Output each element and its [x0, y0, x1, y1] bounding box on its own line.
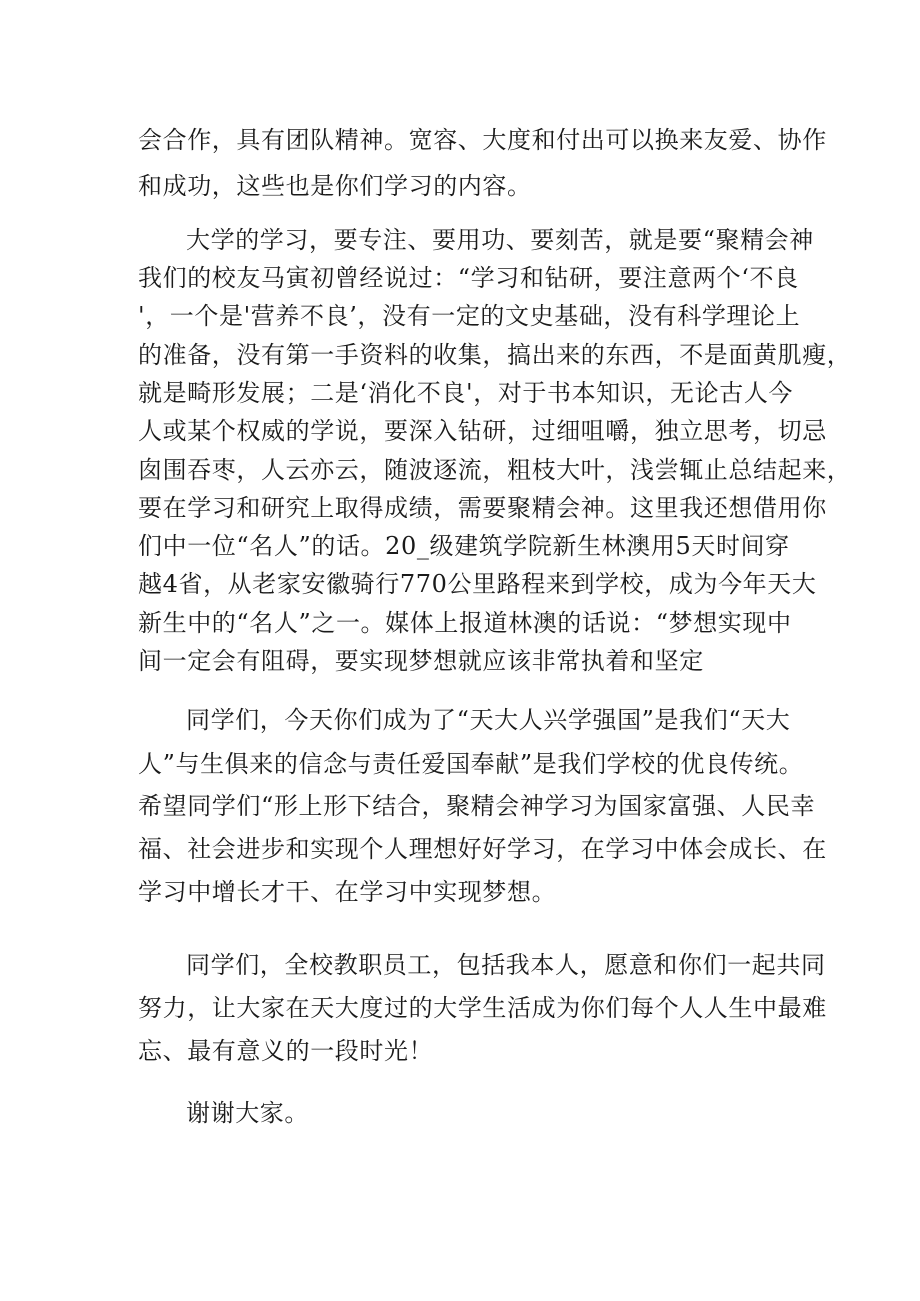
text-line: 们中一位“名人”的话。20_级建筑学院新生林澳用5天时间穿 — [138, 532, 790, 560]
text-line: 间一定会有阻碍，要实现梦想就应该非常执着和坚定 — [138, 647, 704, 675]
text-line: '，一个是'营养不良’，没有一定的文史基础，没有科学理论上 — [138, 302, 801, 330]
text-line: 囱围吞枣，人云亦云，随波逐流，粗枝大叶，浅尝辄止总结起来， — [138, 456, 852, 484]
text-line: 要在学习和研究上取得成绩，需要聚精会神。这里我还想借用你 — [138, 494, 827, 522]
text-line: 就是畸形发展；二是‘消化不良'，对于书本知识，无论古人今 — [138, 379, 794, 407]
text-line: 福、社会进步和实现个人理想好好学习，在学习中体会成长、在 — [138, 835, 827, 863]
closing-line: 谢谢大家。 — [186, 1099, 309, 1127]
text-line: 越4省，从老家安徽骑行770公里路程来到学校，成为今年天大 — [138, 570, 817, 598]
text-line: 新生中的“名人”之一。媒体上报道林澳的话说：“梦想实现中 — [138, 609, 792, 637]
paragraph-first-line: 同学们，今天你们成为了“天大人兴学强国”是我们“天大 — [186, 706, 791, 734]
text-line: 努力，让大家在天大度过的大学生活成为你们每个人人生中最难 — [138, 994, 827, 1022]
text-line: 我们的校友马寅初曾经说过：“学习和钻研，要注意两个‘不良 — [138, 264, 799, 292]
text-line: 的准备，没有第一手资料的收集，搞出来的东西，不是面黄肌瘦， — [138, 341, 852, 369]
paragraph-first-line: 同学们，全校教职员工，包括我本人，愿意和你们一起共同 — [186, 951, 826, 979]
text-line: 和成功，这些也是你们学习的内容。 — [138, 172, 532, 200]
text-line: 学习中增长才干、在学习中实现梦想。 — [138, 878, 557, 906]
text-line: 人”与生俱来的信念与责任爱国奉献”是我们学校的优良传统。 — [138, 750, 804, 778]
paragraph-first-line: 大学的学习，要专注、要用功、要刻苦，就是要“聚精会神 — [186, 226, 814, 254]
text-line: 会合作，具有团队精神。宽容、大度和付出可以换来友爱、协作 — [138, 126, 827, 154]
text-line: 希望同学们“形上形下结合，聚精会神学习为国家富强、人民幸 — [138, 792, 816, 820]
text-line: 忘、最有意义的一段时光！ — [138, 1037, 434, 1065]
text-line: 人或某个权威的学说，要深入钻研，过细咀嚼，独立思考，切忌 — [138, 417, 827, 445]
